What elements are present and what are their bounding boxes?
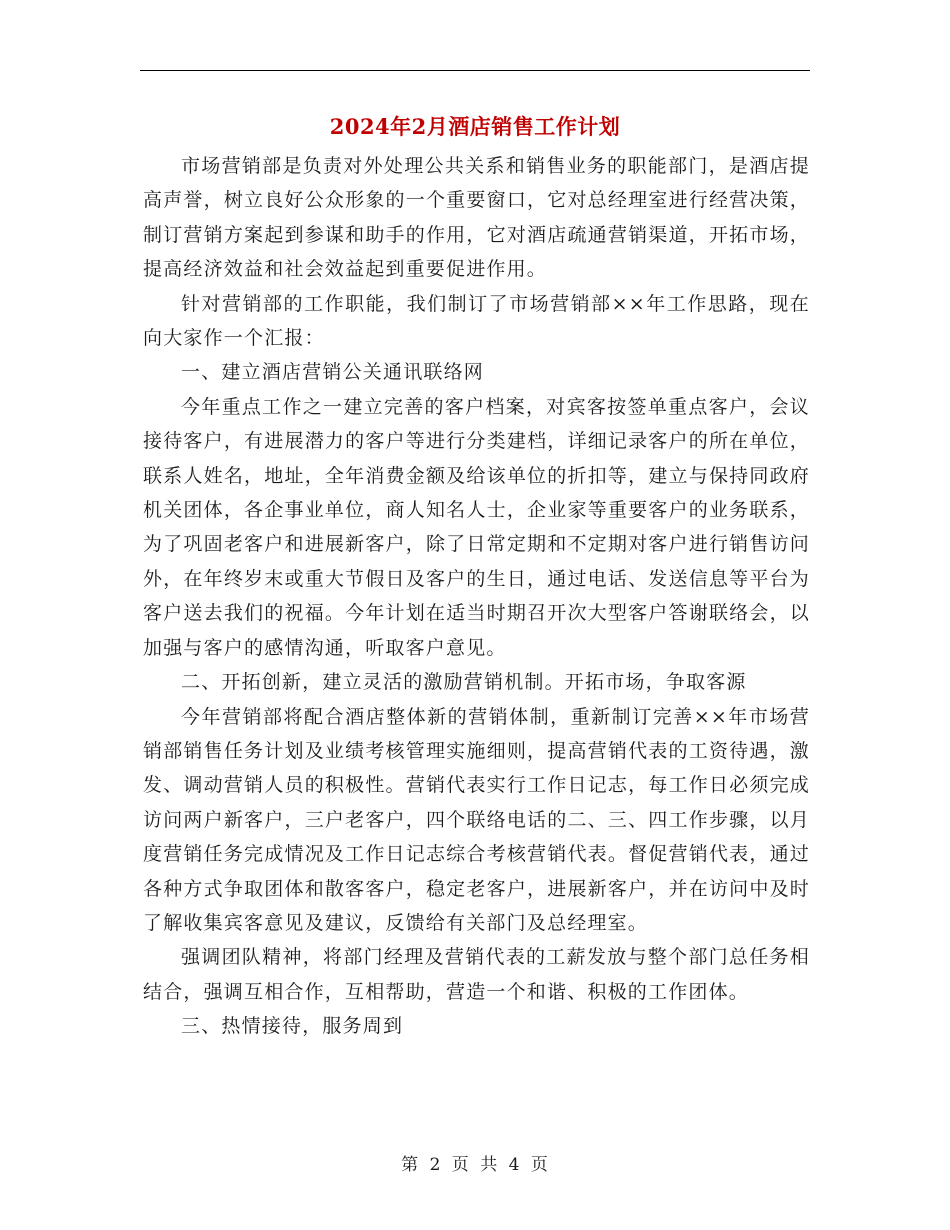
paragraph-section-1: 今年重点工作之一建立完善的客户档案，对宾客按签单重点客户，会议接待客户，有进展潜力的客户等进行分类建档，详细记录客户的所在单位，联系人姓名，地址，全年消费金额及给该单位的折扣等，建立与保持同政府机关团体，各企事业单位，商人知名人士，企业家等重要客户的业务联系，为了巩固老客户和进展新客户，除了日常定期和不定期对客户进行销售访问外，在年终岁末或重大节假日及客户的生日，通过电话、发送信息等平台为客户送去我们的祝福。今年计划在适当时期召开次大型客户答谢联络会，以加强与客户的感情沟通，听取客户意见。 <box>143 395 810 659</box>
section-heading-3: 三、热情接待，服务周到 <box>181 1015 404 1038</box>
paragraph-section-2: 今年营销部将配合酒店整体新的营销体制，重新制订完善××年市场营销部销售任务计划及业绩考核管理实施细则，提高营销代表的工资待遇，激发、调动营销人员的积极性。营销代表实行工作日记志，每工作日必须完成访问两户新客户，三户老客户，四个联络电话的二、三、四工作步骤，以月度营销任务完成情况及工作日记志综合考核营销代表。督促营销代表，通过各种方式争取团体和散客客户，稳定老客户，进展新客户，并在访问中及时了解收集宾客意见及建议，反馈给有关部门及总经理室。 <box>143 705 810 934</box>
paragraph-overview: 针对营销部的工作职能，我们制订了市场营销部××年工作思路，现在向大家作一个汇报： <box>143 292 810 350</box>
section-heading-2: 二、开拓创新，建立灵活的激励营销机制。开拓市场，争取客源 <box>181 671 747 694</box>
section-heading-1: 一、建立酒店营销公关通讯联络网 <box>181 361 485 384</box>
page-footer: 第 2 页 共 4 页 <box>401 1155 549 1175</box>
document-body <box>143 149 810 1044</box>
paragraph-intro: 市场营销部是负责对外处理公共关系和销售业务的职能部门，是酒店提高声誉，树立良好公众形象的一个重要窗口，它对总经理室进行经营决策，制订营销方案起到参谋和助手的作用，它对酒店疏通营销渠道，开拓市场，提高经济效益和社会效益起到重要促进作用。 <box>143 155 810 281</box>
paragraph-teamwork: 强调团队精神，将部门经理及营销代表的工薪发放与整个部门总任务相结合，强调互相合作，互相帮助，营造一个和谐、积极的工作团体。 <box>143 946 810 1003</box>
document-title: 2024年2月酒店销售工作计划 <box>329 114 621 139</box>
header-rule <box>140 70 810 71</box>
